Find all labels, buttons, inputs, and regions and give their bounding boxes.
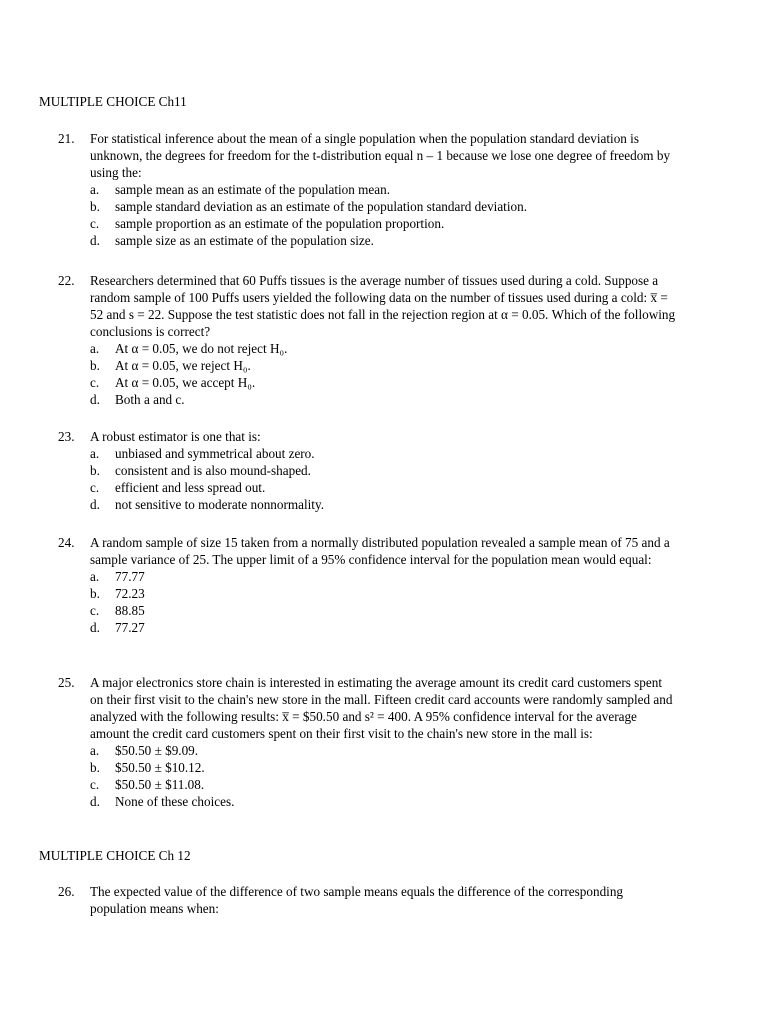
section-heading-ch12: MULTIPLE CHOICE Ch 12	[39, 848, 191, 863]
question-23	[58, 428, 678, 513]
question-number: 26.	[58, 884, 75, 899]
choice-d: d. None of these choices.	[90, 794, 235, 809]
choice-b: b. sample standard deviation as an estimate of the population standard deviation.	[90, 199, 527, 214]
question-text: The expected value of the difference of two sample means equals the difference of the corresponding population means when:	[90, 884, 624, 916]
choice-b: b. 72.23	[90, 586, 145, 601]
choice-c: c. At α = 0.05, we accept H₀.	[90, 375, 256, 390]
choice-b: b. $50.50 ± $10.12.	[90, 760, 205, 775]
choice-a: a. $50.50 ± $9.09.	[90, 743, 199, 758]
choice-a: a. 77.77	[90, 569, 145, 584]
question-21	[58, 130, 678, 249]
choice-c: c. 88.85	[90, 603, 145, 618]
choice-a: a. At α = 0.05, we do not reject H₀.	[90, 341, 288, 356]
choice-c: c. efficient and less spread out.	[90, 480, 266, 495]
question-text: A robust estimator is one that is:	[90, 429, 261, 444]
choice-d: d. not sensitive to moderate nonnormality.	[90, 497, 325, 512]
question-number: 24.	[58, 535, 75, 550]
choice-d: d. Both a and c.	[90, 392, 185, 407]
question-text: Researchers determined that 60 Puffs tissues is the average number of tissues used during a cold. Suppose a random sample of 100 Puffs users yielded the following data on the number of tissues used during a cold: x̅ = 52 and s = 22. Suppose the test statistic does not fall in the rejection region at α = 0.05. Which of the following conclusions is correct?	[90, 273, 676, 339]
question-24	[58, 534, 678, 636]
question-text: For statistical inference about the mean of a single population when the population standard deviation is unknown, the degrees for freedom for the t-distribution equal n – 1 because we lose one degree of freedom by using the:	[90, 131, 671, 180]
choice-c: c. $50.50 ± $11.08.	[90, 777, 205, 792]
question-number: 22.	[58, 273, 75, 288]
question-22	[58, 272, 678, 408]
section-heading-ch11: MULTIPLE CHOICE Ch11	[39, 94, 187, 109]
question-number: 25.	[58, 675, 75, 690]
question-25	[58, 674, 678, 810]
question-text: A major electronics store chain is interested in estimating the average amount its credit card customers spent on their first visit to the chain's new store in the mall. Fifteen credit card accounts were randomly sampled and analyzed with the following results: x̅ = $50.50 and s² = 400. A 95% confidence interval for the average amount the credit card customers spent on their first visit to the chain's new store in the mall is:	[90, 675, 673, 741]
choice-a: a. unbiased and symmetrical about zero.	[90, 446, 315, 461]
choice-a: a. sample mean as an estimate of the population mean.	[90, 182, 391, 197]
question-26	[58, 883, 678, 917]
question-number: 21.	[58, 131, 75, 146]
choice-c: c. sample proportion as an estimate of the population proportion.	[90, 216, 445, 231]
choice-d: d. 77.27	[90, 620, 145, 635]
question-number: 23.	[58, 429, 75, 444]
choice-b: b. consistent and is also mound-shaped.	[90, 463, 311, 478]
choice-b: b. At α = 0.05, we reject H₀.	[90, 358, 251, 373]
question-text: A random sample of size 15 taken from a normally distributed population revealed a sample mean of 75 and a sample variance of 25. The upper limit of a 95% confidence interval for the population mean would equal:	[90, 535, 670, 567]
choice-d: d. sample size as an estimate of the population size.	[90, 233, 374, 248]
